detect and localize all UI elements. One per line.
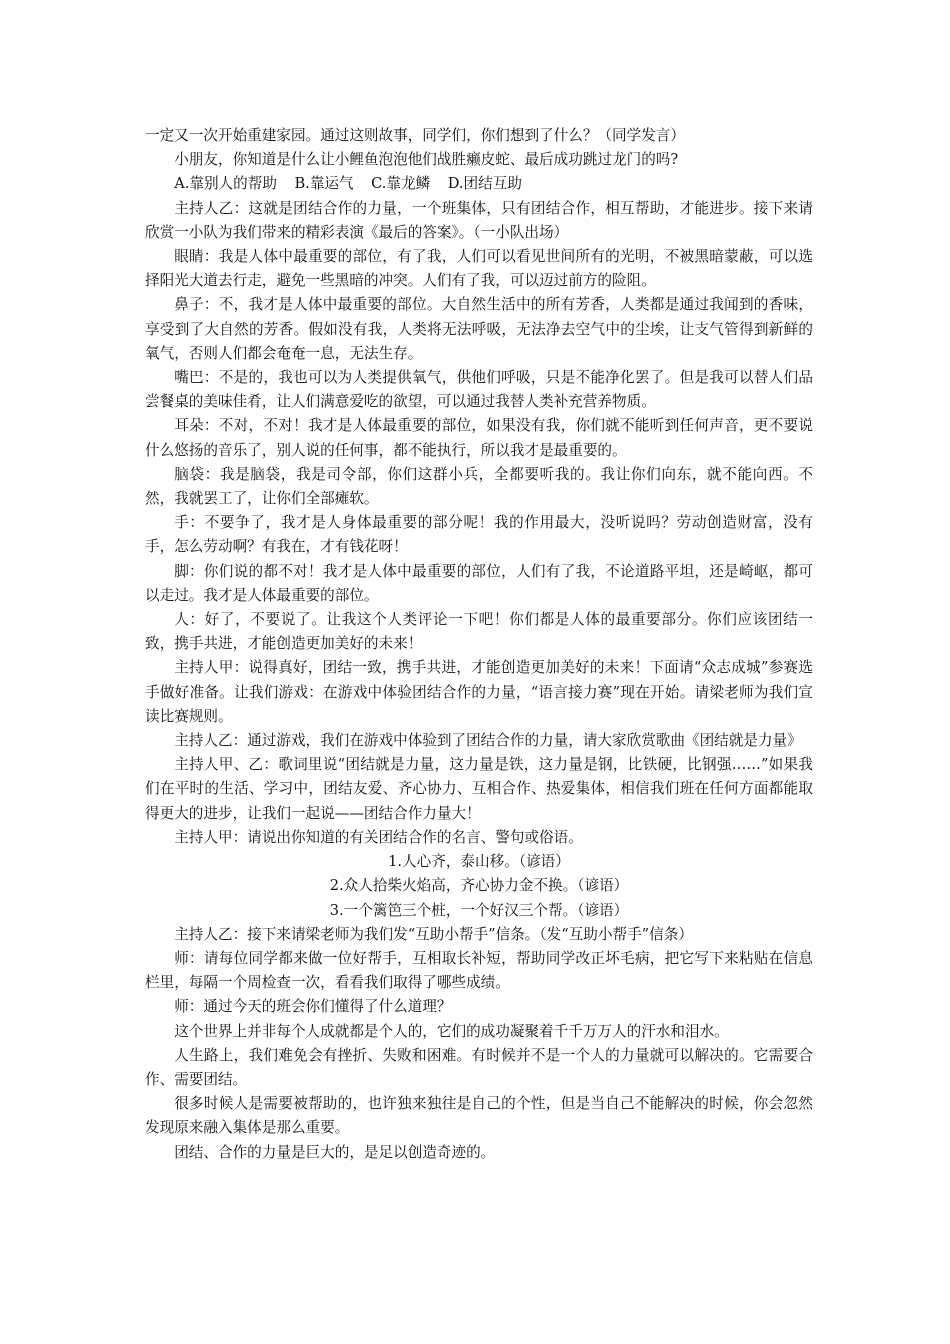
option-b: B.靠运气 xyxy=(294,175,354,193)
proverb-2: 2.众人拾柴火焰高，齐心协力金不换。（谚语） xyxy=(329,877,629,895)
paragraph-teacher-helper: 师：请每位同学都来做一位好帮手，互相取长补短，帮助同学改正坏毛病，把它写下来粘贴在信息栏里，每隔一个周检查一次，看看我们取得了哪些成绩。 xyxy=(145,949,813,992)
paragraph-conclusion-4: 团结、合作的力量是巨大的，是足以创造奇迹的。 xyxy=(174,1143,496,1161)
paragraph-hosts-lyrics: 主持人甲、乙：歌词里说“团结就是力量，这力量是铁，这力量是钢，比铁硬，比钢强……”如果我们在平时的生活、学习中，团结友爱、齐心协力、互相合作、热爱集体，相信我们班在任何方面都能取得更大的进步，让我们一起说——团结合作力量大！ xyxy=(145,756,813,822)
paragraph-hands: 手：不要争了，我才是人身体最重要的部分呢！我的作用最大，没听说吗？劳动创造财富，没有手，怎么劳动啊？有我在，才有钱花呀！ xyxy=(145,514,813,556)
paragraph-head: 脑袋：我是脑袋，我是司令部，你们这群小兵，全都要听我的。我让你们向东，就不能向西。不然，我就罢工了，让你们全部瘫软。 xyxy=(145,465,813,508)
answer-options xyxy=(145,172,813,196)
option-c: C.靠龙鳞 xyxy=(371,175,431,193)
paragraph-mouth: 嘴巴：不是的，我也可以为人类提供氧气，供他们呼吸，只是不能净化罢了。但是我可以替人们品尝餐桌的美味佳肴，让人们满意爱吃的欲望，可以通过我替人类补充营养物质。 xyxy=(145,369,813,411)
paragraph-person: 人：好了，不要说了。让我这个人类评论一下吧！你们都是人体的最重要部分。你们应该团结一致，携手共进，才能创造更加美好的未来！ xyxy=(145,611,813,653)
option-a: A.靠别人的帮助 xyxy=(174,175,277,193)
paragraph-host-b-intro: 主持人乙：这就是团结合作的力量，一个班集体，只有团结合作，相互帮助，才能进步。接下来请欣赏一小队为我们带来的精彩表演《最后的答案》。（一小队出场） xyxy=(145,199,813,241)
paragraph-ears: 耳朵：不对，不对！我才是人体最重要的部位，如果没有我，你们就不能听到任何声音，更不要说什么悠扬的音乐了，别人说的任何事，都不能执行，所以我才是最重要的。 xyxy=(145,417,813,459)
paragraph-conclusion-1: 这个世界上并非每个人成就都是个人的，它们的成功凝聚着千千万万人的汗水和泪水。 xyxy=(174,1022,729,1040)
proverb-1: 1.人心齐，泰山移。（谚语） xyxy=(388,853,570,871)
paragraph-conclusion-3: 很多时候人是需要被帮助的，也许独来独往是自己的个性，但是当自己不能解决的时候，你会忽然发现原来融入集体是那么重要。 xyxy=(145,1095,813,1137)
paragraph-eyes: 眼睛：我是人体中最重要的部位，有了我，人们可以看见世间所有的光明，不被黑暗蒙蔽，可以选择阳光大道去行走，避免一些黑暗的冲突。人们有了我，可以迈过前方的险阻。 xyxy=(145,248,813,290)
document-page xyxy=(145,124,813,1165)
paragraph-nose: 鼻子：不，我才是人体中最重要的部位。大自然生活中的所有芳香，人类都是通过我闻到的香味，享受到了大自然的芳香。假如没有我，人类将无法呼吸，无法净去空气中的尘埃，让支气管得到新鲜的氧气，否则人们都会奄奄一息，无法生存。 xyxy=(145,296,813,362)
paragraph-host-b-song: 主持人乙：通过游戏，我们在游戏中体验到了团结合作的力量，请大家欣赏歌曲《团结就是力量》 xyxy=(174,732,802,750)
paragraph-feet: 脚：你们说的都不对！我才是人体中最重要的部位，人们有了我，不论道路平坦，还是崎岖，都可以走过。我才是人体最重要的部位。 xyxy=(145,562,813,604)
option-d: D.团结互助 xyxy=(447,175,522,193)
paragraph-helper-creed: 主持人乙：接下来请梁老师为我们发“互助小帮手”信条。（发“互助小帮手”信条） xyxy=(174,925,693,943)
paragraph-conclusion-2: 人生路上，我们难免会有挫折、失败和困难。有时候并不是一个人的力量就可以解决的。它需要合作、需要团结。 xyxy=(145,1046,813,1088)
paragraph-teacher-question: 师：通过今天的班会你们懂得了什么道理？ xyxy=(174,998,452,1016)
paragraph-story-end: 一定又一次开始重建家园。通过这则故事，同学们，你们想到了什么？（同学发言） xyxy=(145,127,685,144)
paragraph-host-a-quotes: 主持人甲：请说出你知道的有关团结合作的名言、警句或俗语。 xyxy=(174,828,583,846)
proverb-3: 3.一个篱笆三个桩，一个好汉三个帮。（谚语） xyxy=(329,901,629,919)
paragraph-question: 小朋友，你知道是什么让小鲤鱼泡泡他们战胜癞皮蛇、最后成功跳过龙门的吗? xyxy=(174,151,679,169)
paragraph-host-a-game: 主持人甲：说得真好，团结一致，携手共进，才能创造更加美好的未来！下面请“众志成城”参赛选手做好准备。让我们游戏：在游戏中体验团结合作的力量，“语言接力赛”现在开始。请梁老师为我们宣读比赛规则。 xyxy=(145,659,813,725)
